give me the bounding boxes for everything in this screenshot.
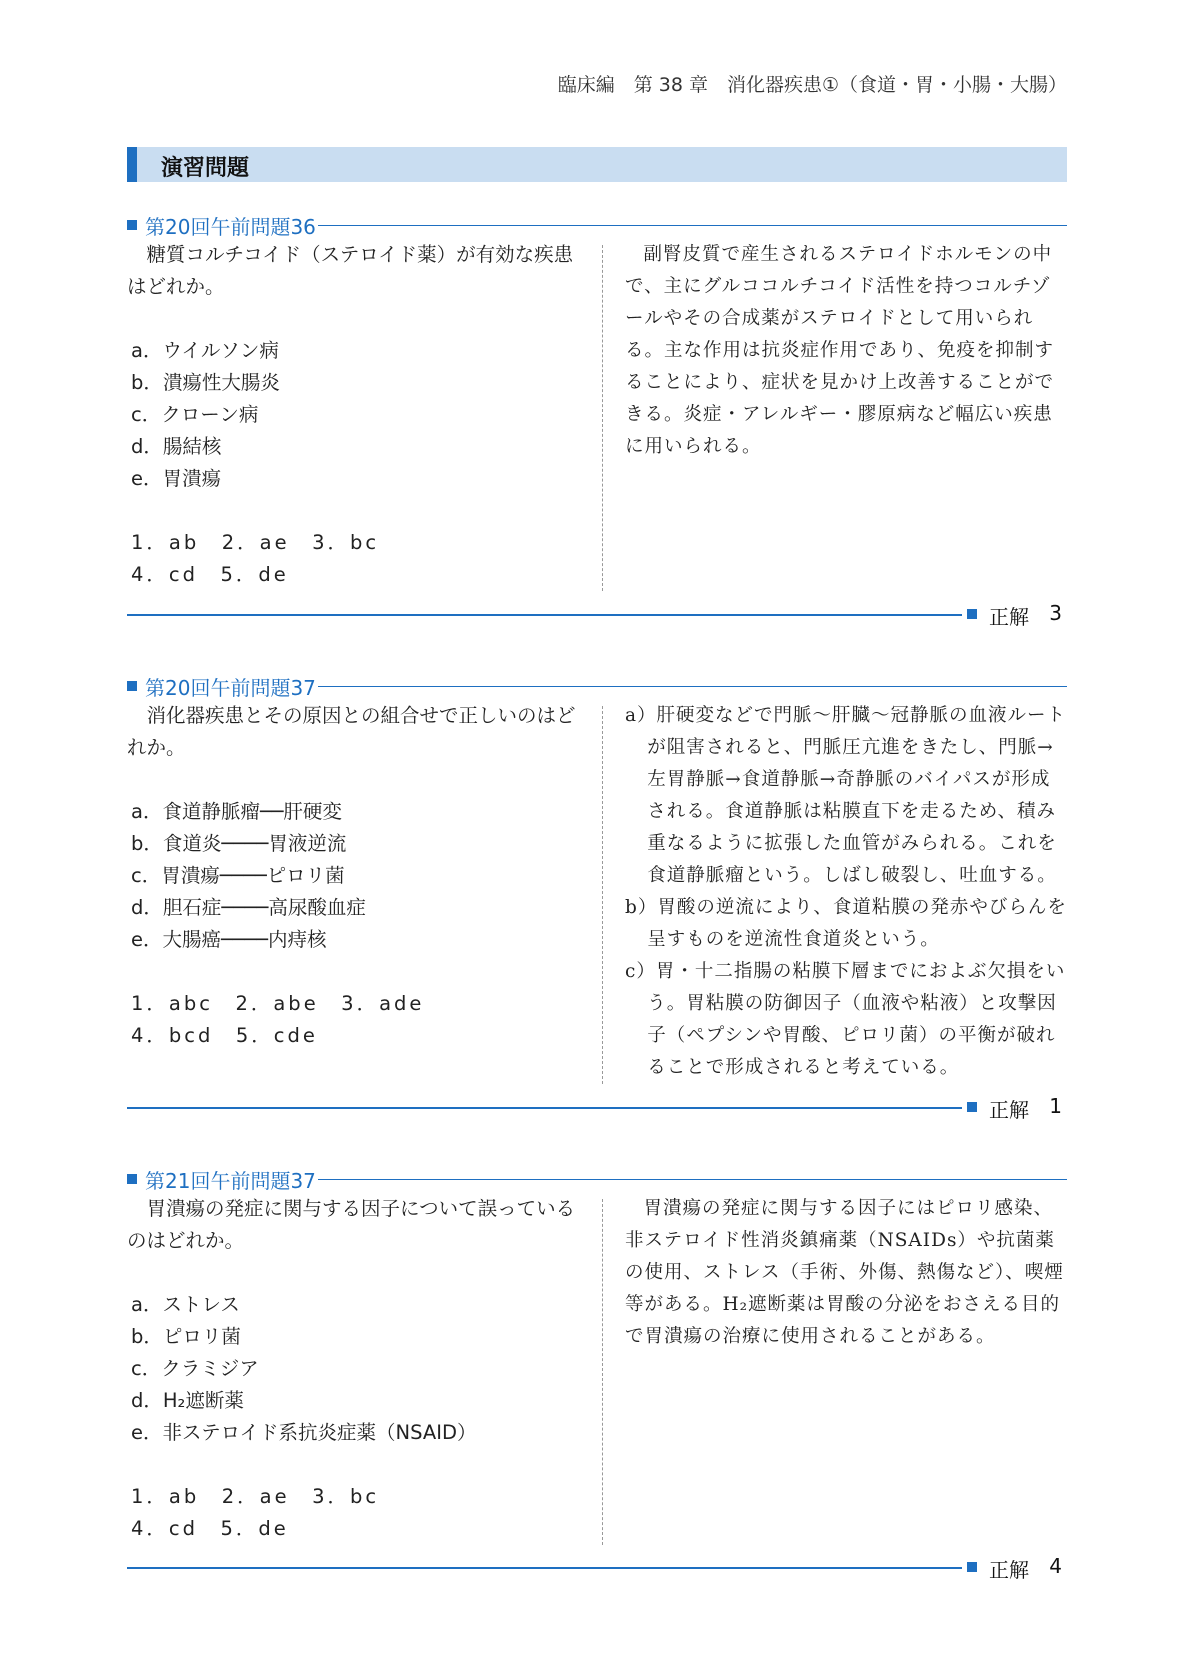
choice-line: 1．ab 2．ae 3．bc (131, 1485, 380, 1508)
spacer (127, 1257, 582, 1289)
choice-line: 1．abc 2．abe 3．ade (131, 992, 425, 1015)
question-column (127, 239, 582, 591)
answer-rule (127, 1107, 962, 1109)
answer-label: 正解 (989, 605, 1029, 629)
answer-footer (127, 1553, 1067, 1583)
explanation-column (625, 1193, 1067, 1545)
answer-label: 正解 (989, 1558, 1029, 1582)
answer-value: 3 (1049, 601, 1062, 625)
column-divider (602, 245, 603, 591)
question-stem: 胃潰瘍の発症に関与する因子について誤っているのはどれか。 (127, 1197, 576, 1252)
question-column (127, 700, 582, 1084)
question-body (127, 1193, 1067, 1545)
answer-value: 4 (1049, 1554, 1062, 1578)
question-block (127, 1165, 1067, 1545)
question-column (127, 1193, 582, 1545)
option-item: d．H₂遮断薬 (131, 1389, 244, 1412)
column-divider (602, 706, 603, 1084)
option-item: c．クローン病 (131, 403, 259, 426)
answer-marker (967, 609, 977, 619)
answer-label: 正解 (989, 1098, 1029, 1122)
option-item: a．食道静脈瘤──肝硬変 (131, 800, 342, 823)
heading-rule (317, 225, 1067, 226)
option-item: b．潰瘍性大腸炎 (131, 371, 280, 394)
option-item: d．腸結核 (131, 435, 222, 458)
question-id: 第20回午前問題37 (145, 672, 318, 701)
heading-marker (127, 220, 137, 230)
section-title-bar (127, 147, 1067, 182)
answer-rule (127, 614, 962, 616)
option-item: a．ストレス (131, 1293, 240, 1316)
spacer (127, 956, 582, 988)
answer-footer (127, 1093, 1067, 1123)
question-body (127, 700, 1067, 1084)
option-item: b．食道炎────胃液逆流 (131, 832, 347, 855)
explanation-column (625, 700, 1067, 1084)
answer-value: 1 (1049, 1094, 1062, 1118)
question-heading (127, 211, 1067, 239)
question-stem: 消化器疾患とその原因との組合せで正しいのはどれか。 (127, 704, 576, 759)
option-item: e．胃潰瘍 (131, 467, 221, 490)
explanation-paragraph: a）肝硬変などで門脈〜肝臓〜冠静脈の血液ルートが阻害されると、門脈圧亢進をきたし、門脈→左胃静脈→食道静脈→奇静脈のバイパスが形成される。食道静脈は粘膜直下を走るため、積み重なるように拡張した血管がみられる。これを食道静脈瘤という。しばし破裂し、吐血する。 (625, 705, 1067, 886)
choice-line: 4．cd 5．de (131, 563, 289, 586)
choice-line: 4．cd 5．de (131, 1517, 289, 1540)
question-id: 第21回午前問題37 (145, 1165, 318, 1194)
question-heading (127, 1165, 1067, 1193)
option-item: c．クラミジア (131, 1357, 259, 1380)
option-item: e．大腸癌────内痔核 (131, 928, 327, 951)
running-header: 臨床編 第 38 章 消化器疾患①（食道・胃・小腸・大腸） (557, 74, 1067, 96)
option-item: c．胃潰瘍────ピロリ菌 (131, 864, 345, 887)
explanation-paragraph: 副腎皮質で産生されるステロイドホルモンの中で、主にグルココルチコイド活性を持つコルチゾールやその合成薬がステロイドとして用いられる。主な作用は抗炎症作用であり、免疫を抑制することにより、症状を見かけ上改善することができる。炎症・アレルギー・膠原病など幅広い疾患に用いられる。 (625, 244, 1055, 457)
choice-line: 1．ab 2．ae 3．bc (131, 531, 380, 554)
section-title: 演習問題 (161, 156, 250, 181)
question-block (127, 672, 1067, 1084)
question-body (127, 239, 1067, 591)
answer-marker (967, 1562, 977, 1572)
heading-marker (127, 681, 137, 691)
spacer (127, 303, 582, 335)
option-item: d．胆石症────高尿酸血症 (131, 896, 366, 919)
explanation-paragraph: c）胃・十二指腸の粘膜下層までにおよぶ欠損をいう。胃粘膜の防御因子（血液や粘液）と攻撃因子（ペプシンや胃酸、ピロリ菌）の平衡が破れることで形成されると考えている。 (625, 961, 1066, 1078)
heading-rule (317, 686, 1067, 687)
spacer (127, 1449, 582, 1481)
question-heading (127, 672, 1067, 700)
heading-marker (127, 1174, 137, 1184)
choice-line: 4．bcd 5．cde (131, 1024, 318, 1047)
section-marker (127, 147, 137, 182)
explanation-column (625, 239, 1067, 591)
answer-rule (127, 1567, 962, 1569)
question-id: 第20回午前問題36 (145, 211, 318, 240)
spacer (127, 764, 582, 796)
answer-footer (127, 600, 1067, 630)
option-item: a．ウイルソン病 (131, 339, 279, 362)
explanation-paragraph: b）胃酸の逆流により、食道粘膜の発赤やびらんを呈すものを逆流性食道炎という。 (625, 897, 1067, 950)
spacer (127, 495, 582, 527)
option-item: e．非ステロイド系抗炎症薬（NSAID） (131, 1421, 477, 1444)
heading-rule (317, 1179, 1067, 1180)
column-divider (602, 1199, 603, 1545)
question-stem: 糖質コルチコイド（ステロイド薬）が有効な疾患はどれか。 (127, 243, 574, 298)
question-block (127, 211, 1067, 591)
explanation-paragraph: 胃潰瘍の発症に関与する因子にはピロリ感染、非ステロイド性消炎鎮痛薬（NSAIDs）や抗菌薬の使用、ストレス（手術、外傷、熱傷など）、喫煙等がある。H₂遮断薬は胃酸の分泌をおさえる目的で胃潰瘍の治療に使用されることがある。 (625, 1198, 1064, 1347)
option-item: b．ピロリ菌 (131, 1325, 241, 1348)
answer-marker (967, 1102, 977, 1112)
